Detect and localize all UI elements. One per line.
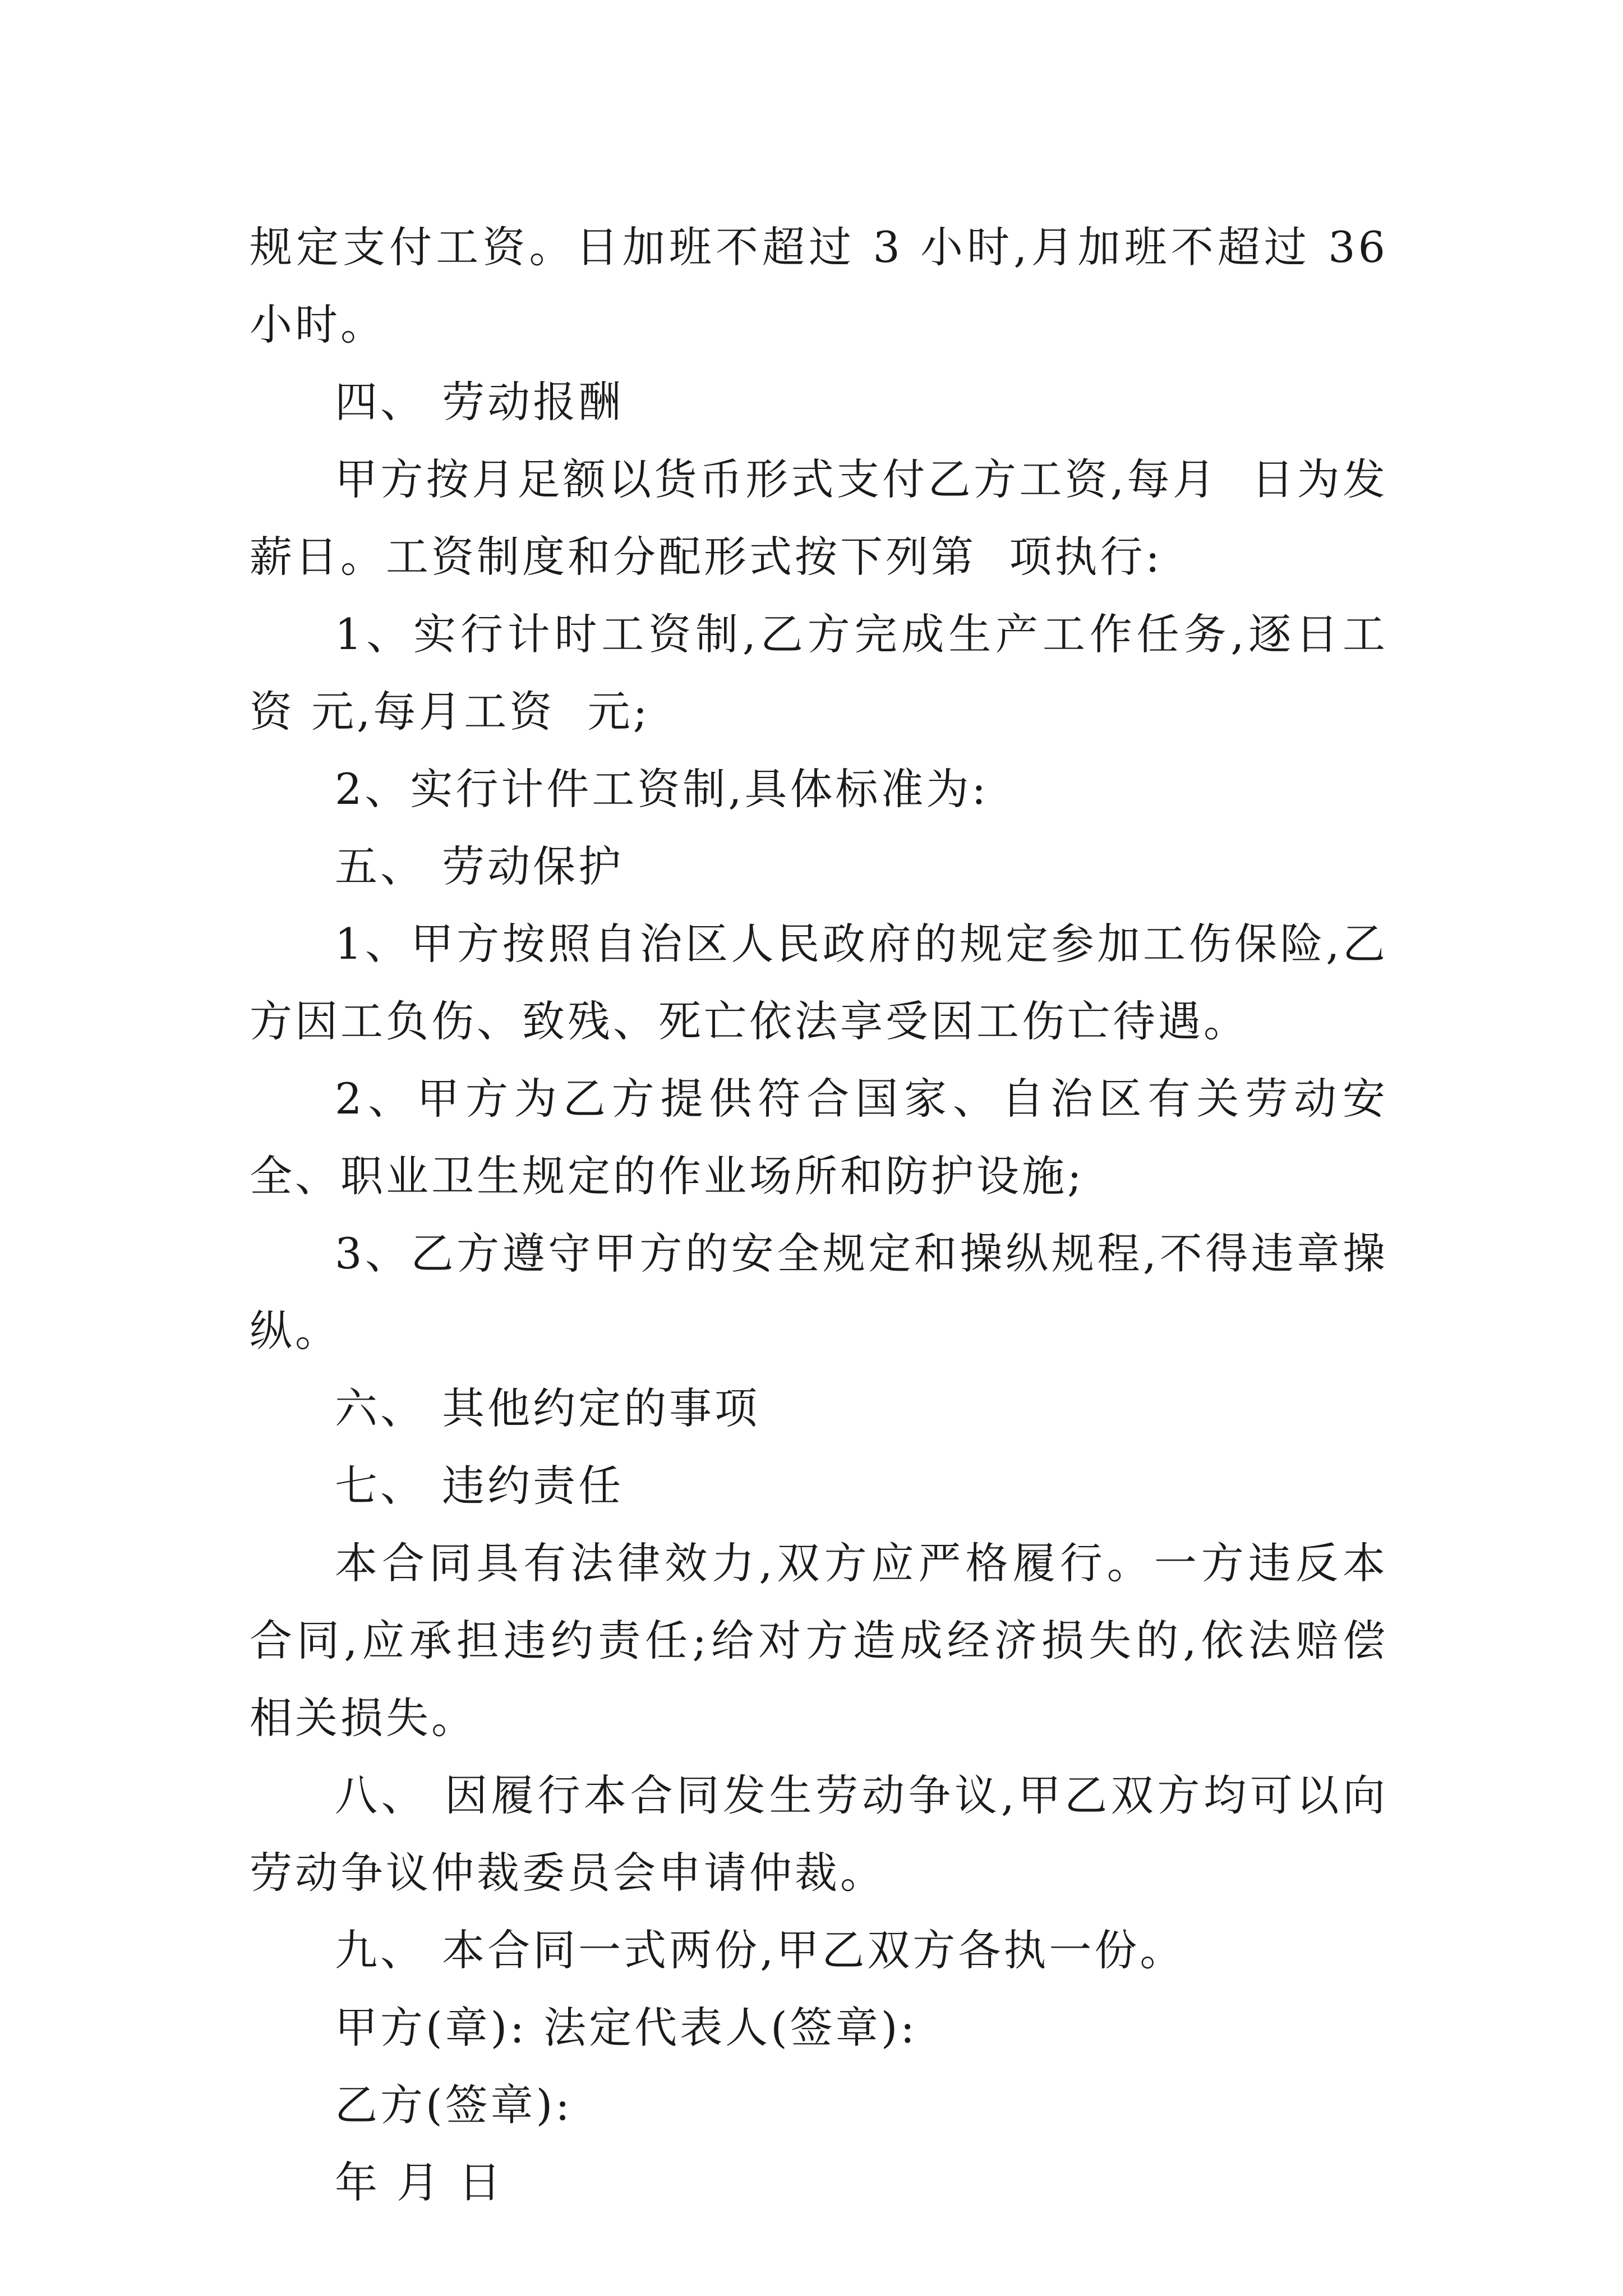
signature-date: 年 月 日 [335,2157,504,2207]
paragraph-overtime-rule: 规定支付工资。日加班不超过 3 小时,月加班不超过 36 小时。 [250,222,1405,349]
signature-party-b: 乙方(签章): [335,2080,573,2130]
paragraph-safety-facilities: 2、甲方为乙方提供符合国家、自治区有关劳动安全、职业卫生规定的作业场所和防护设施; [250,1074,1388,1201]
paragraph-copies: 九、 本合同一式两份,甲乙双方各执一份。 [335,1925,1186,1975]
section-heading-other-matters: 六、 其他约定的事项 [335,1383,760,1433]
section-heading-labor-protection: 五、 劳动保护 [335,841,624,891]
paragraph-safety-rules: 3、乙方遵守甲方的安全规定和操纵规程,不得违章操纵。 [250,1228,1388,1356]
section-heading-breach: 七、 违约责任 [335,1461,624,1511]
contract-body [250,209,1405,2221]
paragraph-injury-insurance: 1、甲方按照自治区人民政府的规定参加工伤保险,乙方因工负伤、致残、死亡依法享受因工伤亡待遇。 [250,919,1388,1046]
paragraph-piece-wage: 2、实行计件工资制,具体标准为: [335,764,989,814]
paragraph-payday: 甲方按月足额以货币形式支付乙方工资,每月 日为发薪日。工资制度和分配形式按下列第 项执行: [250,454,1388,582]
signature-party-a: 甲方(章): 法定代表人(签章): [335,2003,917,2053]
paragraph-legal-effect: 本合同具有法律效力,双方应严格履行。一方违反本合同,应承担违约责任;给对方造成经济损失的,依法赔偿相关损失。 [250,1538,1388,1743]
section-heading-compensation: 四、 劳动报酬 [335,377,624,427]
paragraph-time-wage: 1、实行计时工资制,乙方完成生产工作任务,逐日工资 元,每月工资 元; [250,609,1388,737]
paragraph-arbitration: 八、 因履行本合同发生劳动争议,甲乙双方均可以向劳动争议仲裁委员会申请仲裁。 [250,1770,1388,1898]
